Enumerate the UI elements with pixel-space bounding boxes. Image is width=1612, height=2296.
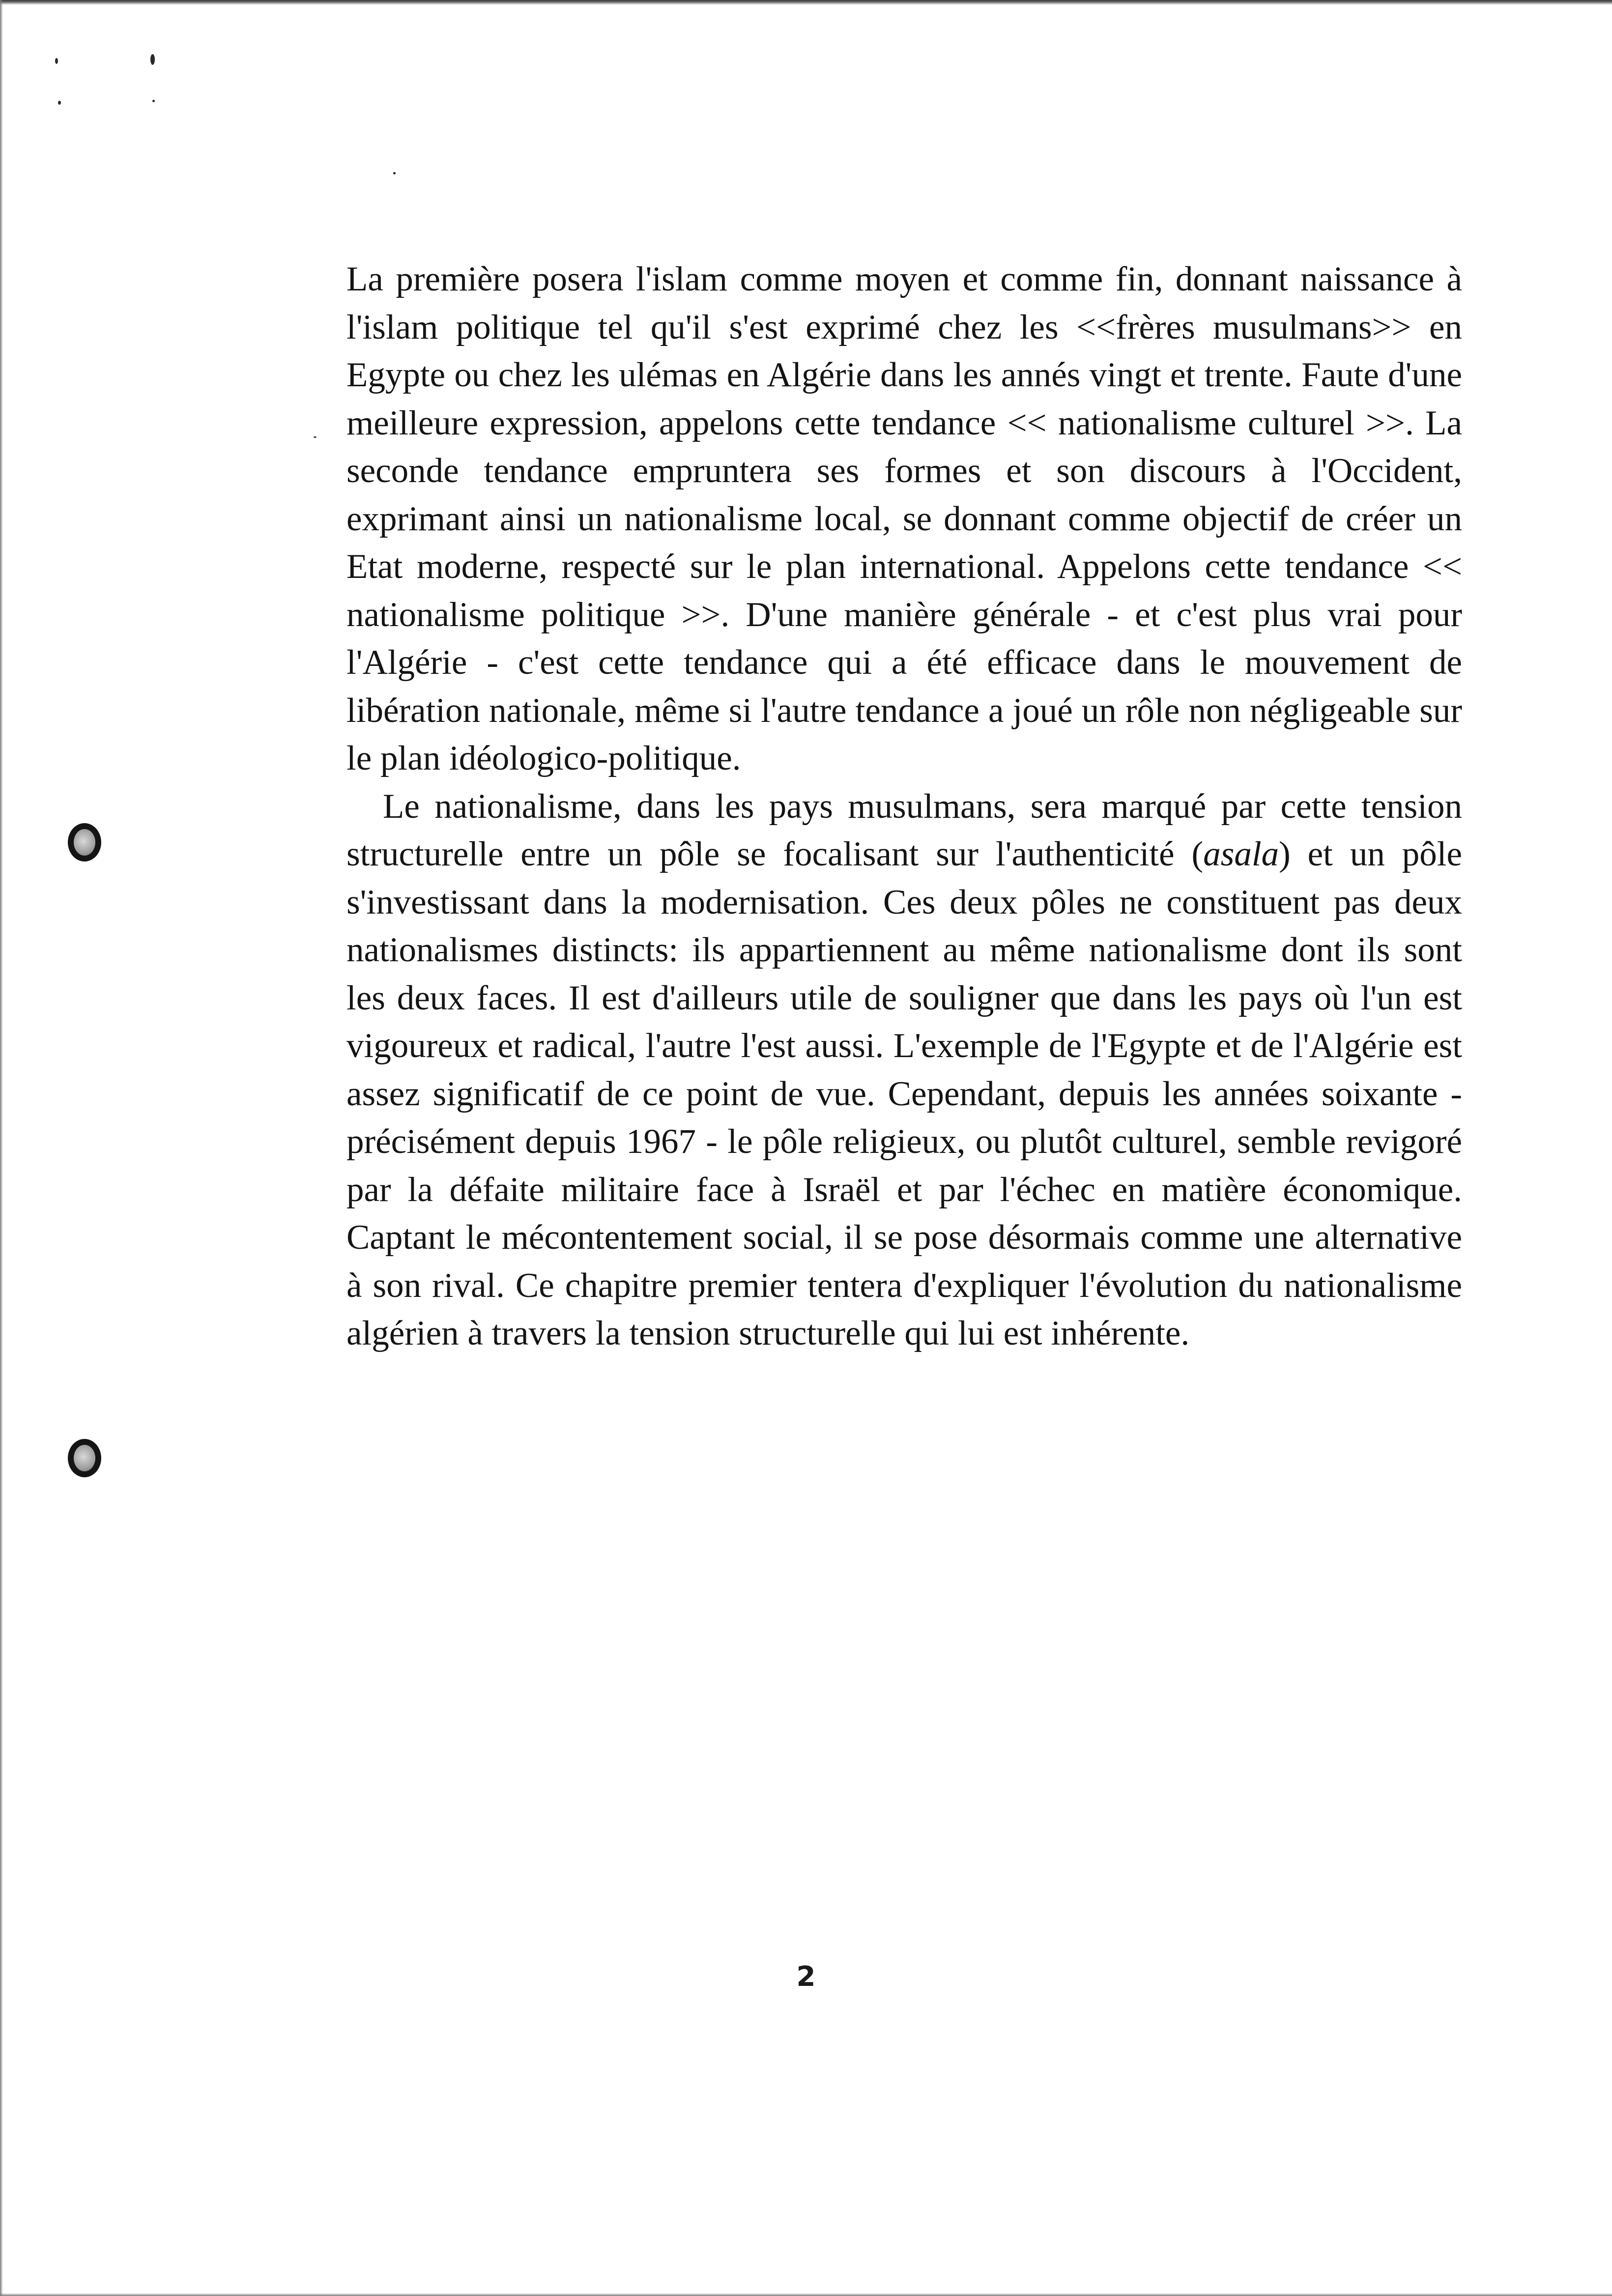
scan-left-edge	[0, 0, 3, 2296]
paragraph-2	[346, 783, 1462, 1358]
asala-term: asala	[1203, 835, 1279, 873]
scan-bottom-edge	[0, 2293, 1612, 2296]
binder-punch-hole-lower	[68, 1439, 101, 1477]
scan-speck	[55, 58, 58, 64]
scan-top-edge	[0, 0, 1612, 5]
paragraph-1	[346, 256, 1462, 783]
scan-speck	[58, 101, 61, 105]
body-text	[346, 256, 1462, 1358]
scan-speck	[150, 54, 155, 65]
paragraph-2-text-part-2: ) et un pôle s'investissant dans la modernisation. Ces deux pôles ne constituent pas deux nationalismes distincts: ils appartiennent au même nationalisme dont ils sont les deux faces. Il est d'ailleurs utile de souligner que dans les pays où l'un est vigoureux et radical, l'autre l'est aussi. L'exemple de l'Egypte et de l'Algérie est assez significatif de ce point de vue. Cependant, depuis les années soixante - précisément depuis 1967 - le pôle religieux, ou plutôt culturel, semble revigoré par la défaite militaire face à Israël et par l'échec en matière économique. Captant le mécontentement social, il se pose désormais comme une alternative à son rival. Ce chapitre premier tentera d'expliquer l'évolution du nationalisme algérien à travers la tension structurelle qui lui est inhérente.	[346, 835, 1462, 1352]
page-number: 2	[796, 1961, 816, 1993]
scan-speck	[393, 172, 396, 174]
binder-punch-hole-upper	[68, 823, 101, 861]
scan-speck	[152, 100, 155, 102]
paragraph-1-text: La première posera l'islam comme moyen et comme fin, donnant naissance à l'islam politique tel qu'il s'est exprimé chez les <<frères musulmans>> en Egypte ou chez les ulémas en Algérie dans les annés vingt et trente. Faute d'une meilleure expression, appelons cette tendance << nationalisme culturel >>. La seconde tendance empruntera ses formes et son discours à l'Occident, exprimant ainsi un nationalisme local, se donnant comme objectif de créer un Etat moderne, respecté sur le plan international. Appelons cette tendance << nationalisme politique >>. D'une manière générale - et c'est plus vrai pour l'Algérie - c'est cette tendance qui a été efficace dans le mouvement de libération nationale, même si l'autre tendance a joué un rôle non négligeable sur le plan idéologico-politique.	[346, 260, 1462, 777]
paragraph-2-text-part-1: Le nationalisme, dans les pays musulmans, sera marqué par cette tension structurelle entre un pôle se focalisant sur l'authenticité (	[346, 787, 1462, 873]
scan-speck	[314, 436, 317, 438]
